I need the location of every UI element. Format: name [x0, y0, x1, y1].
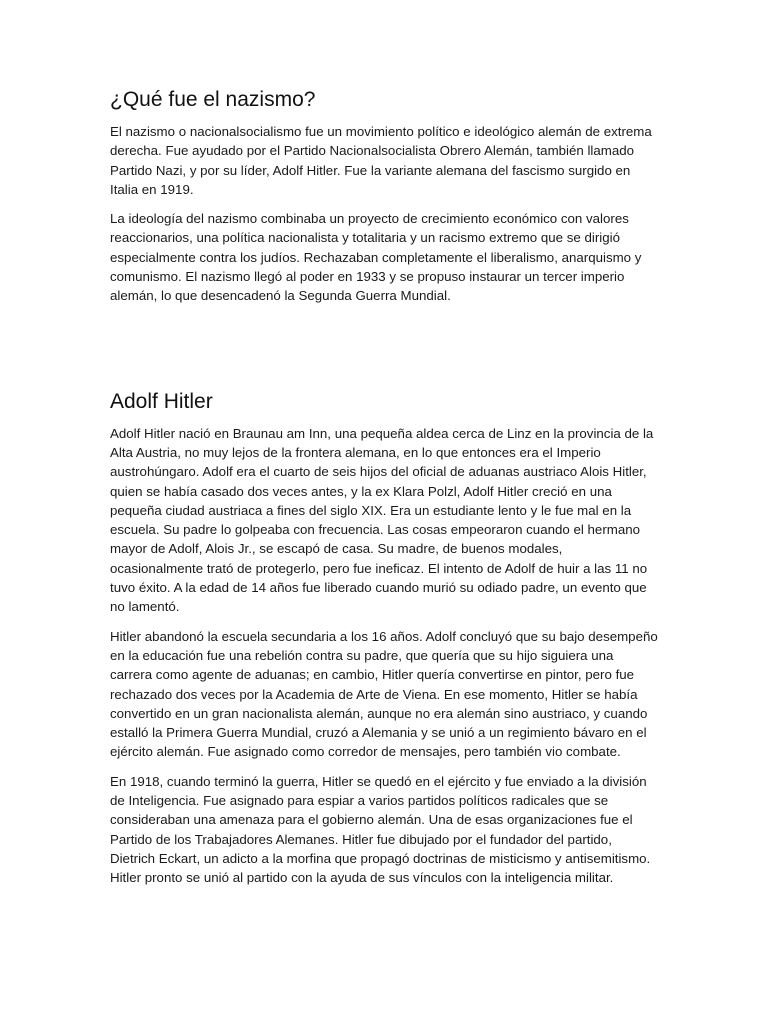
section-heading: ¿Qué fue el nazismo?	[110, 88, 316, 111]
document-page	[110, 86, 658, 898]
section-spacer	[110, 316, 658, 388]
section-nazismo	[110, 86, 658, 306]
paragraph: Adolf Hitler nació en Braunau am Inn, una pequeña aldea cerca de Linz en la provincia de la Alta Austria, no muy lejos de la frontera alemana, en lo que entonces era el Imperio austrohúngaro. Adolf era el cuarto de seis hijos del oficial de aduanas austriaco Alois Hitler, quien se había casado dos veces antes, y la ex Klara Polzl, Adolf Hitler creció en una pequeña ciudad austriaca a fines del siglo XIX. Era un estudiante lento y le fue mal en la escuela. Su padre lo golpeaba con frecuencia. Las cosas empeoraron cuando el hermano mayor de Adolf, Alois Jr., se escapó de casa. Su madre, de buenos modales, ocasionalmente trató de protegerlo, pero fue ineficaz. El intento de Adolf de huir a las 11 no tuvo éxito. A la edad de 14 años fue liberado cuando murió su odiado padre, un evento que no lamentó.	[110, 425, 654, 615]
paragraph: El nazismo o nacionalsocialismo fue un movimiento político e ideológico alemán de extrema derecha. Fue ayudado por el Partido Nacionalsocialista Obrero Alemán, también llamado Partido Nazi, y por su líder, Adolf Hitler. Fue la variante alemana del fascismo surgido en Italia en 1919.	[110, 124, 652, 197]
paragraph: La ideología del nazismo combinaba un proyecto de crecimiento económico con valores reaccionarios, una política nacionalista y totalitaria y un racismo extremo que se dirigió especialmente contra los judíos. Rechazaban completamente el liberalismo, anarquismo y comunismo. El nazismo llegó al poder en 1933 y se propuso instaurar un tercer imperio alemán, lo que desencadenó la Segunda Guerra Mundial.	[110, 211, 642, 304]
paragraph: Hitler abandonó la escuela secundaria a los 16 años. Adolf concluyó que su bajo desempeño en la educación fue una rebelión contra su padre, que quería que su hijo siguiera una carrera como agente de aduanas; en cambio, Hitler quería convertirse en pintor, pero fue rechazado dos veces por la Academia de Arte de Viena. En ese momento, Hitler se había convertido en un gran nacionalista alemán, aunque no era alemán sino austriaco, y cuando estalló la Primera Guerra Mundial, cruzó a Alemania y se unió a un regimiento bávaro en el ejército alemán. Fue asignado como corredor de mensajes, pero también vio combate.	[110, 628, 658, 760]
paragraph: En 1918, cuando terminó la guerra, Hitler se quedó en el ejército y fue enviado a la división de Inteligencia. Fue asignado para espiar a varios partidos políticos radicales que se consideraban una amenaza para el gobierno alemán. Una de esas organizaciones fue el Partido de los Trabajadores Alemanes. Hitler fue dibujado por el fundador del partido, Dietrich Eckart, un adicto a la morfina que propagó doctrinas de misticismo y antisemitismo. Hitler pronto se unió al partido con la ayuda de sus vínculos con la inteligencia militar.	[110, 773, 651, 886]
section-adolf-hitler	[110, 388, 658, 888]
section-heading: Adolf Hitler	[110, 389, 213, 413]
